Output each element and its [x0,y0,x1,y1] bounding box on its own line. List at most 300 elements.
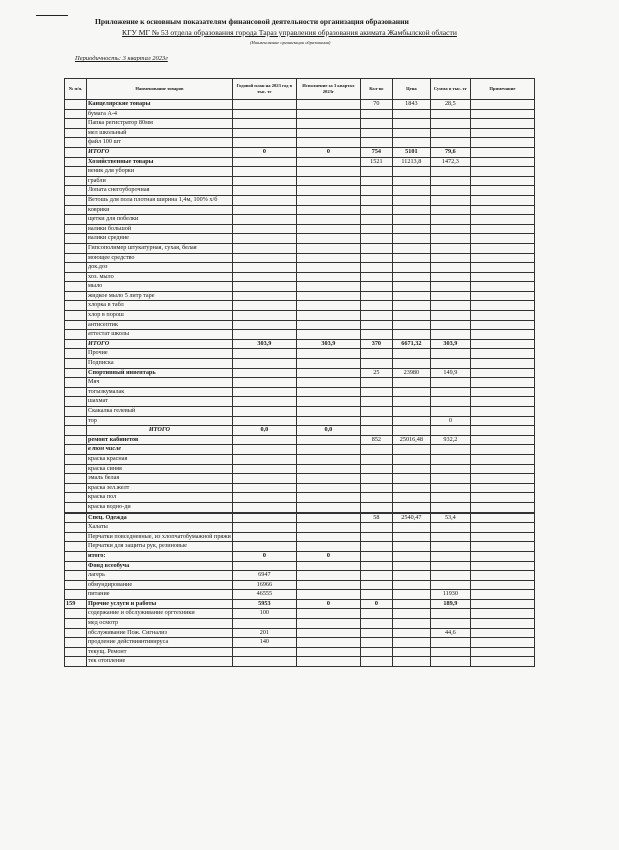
cell-price [392,551,430,561]
cell-price [392,320,430,330]
table-row [65,234,535,244]
cell-note [470,387,534,397]
cell-price [392,532,430,542]
cell-exec [296,435,360,445]
cell-price [392,167,430,177]
cell-sum [430,464,470,474]
cell-qty [360,657,392,667]
cell-exec [296,542,360,552]
cell-plan [232,195,296,205]
cell-note [470,224,534,234]
cell-name: Скакалка гелевый [87,407,233,417]
cell-note [470,397,534,407]
cell-num [65,657,87,667]
cell-note [470,253,534,263]
cell-exec [296,301,360,311]
cell-sum [430,195,470,205]
cell-exec [296,513,360,523]
cell-qty [360,628,392,638]
cell-plan: 100 [232,609,296,619]
cell-name: Лопата снегоуборочная [87,186,233,196]
cell-name: Прочие [87,349,233,359]
cell-name: антисептик [87,320,233,330]
cell-exec [296,330,360,340]
table-row [65,590,535,600]
cell-sum [430,445,470,455]
cell-price [392,657,430,667]
cell-exec [296,349,360,359]
cell-note [470,263,534,273]
cell-note [470,195,534,205]
cell-note [470,311,534,321]
cell-name: Фонд всеобуча [87,561,233,571]
cell-exec [296,619,360,629]
cell-exec [296,638,360,648]
cell-exec [296,253,360,263]
cell-price [392,599,430,609]
cell-exec [296,119,360,129]
cell-exec [296,311,360,321]
cell-qty [360,426,392,436]
cell-qty: 852 [360,435,392,445]
cell-plan: 201 [232,628,296,638]
cell-note [470,301,534,311]
cell-name: обмундирование [87,580,233,590]
cell-plan [232,330,296,340]
table-row [65,435,535,445]
cell-price [392,186,430,196]
cell-note [470,378,534,388]
cell-exec [296,320,360,330]
cell-plan [232,167,296,177]
cell-price [392,138,430,148]
cell-name: Гипсополимер штукатурная, сухая, белая [87,243,233,253]
cell-note [470,138,534,148]
cell-note [470,359,534,369]
cell-num [65,493,87,503]
cell-note [470,628,534,638]
cell-num [65,320,87,330]
cell-exec: 0,0 [296,426,360,436]
cell-exec [296,628,360,638]
document-title: Приложение к основным показателям финансовой деятельности организация образовании [95,17,409,26]
cell-exec [296,368,360,378]
cell-exec [296,561,360,571]
cell-qty: 754 [360,147,392,157]
cell-price [392,416,430,426]
cell-price: 1843 [392,100,430,110]
cell-exec [296,407,360,417]
cell-exec [296,109,360,119]
cell-name: краска синяя [87,464,233,474]
cell-exec [296,195,360,205]
cell-note [470,100,534,110]
cell-name: ИТОГО [87,426,233,436]
table-row [65,483,535,493]
cell-name: мед осмотр [87,619,233,629]
cell-name: аттестат школы [87,330,233,340]
table-row [65,513,535,523]
cell-num [65,368,87,378]
table-row [65,100,535,110]
cell-name: Халаты [87,523,233,533]
table-row [65,397,535,407]
cell-plan: 5953 [232,599,296,609]
cell-num [65,138,87,148]
cell-exec [296,657,360,667]
cell-sum [430,454,470,464]
cell-name: в том числе [87,445,233,455]
cell-plan [232,253,296,263]
cell-qty [360,186,392,196]
cell-qty [360,243,392,253]
cell-num [65,234,87,244]
cell-sum [430,349,470,359]
cell-plan [232,378,296,388]
cell-exec [296,397,360,407]
cell-note [470,657,534,667]
cell-sum [430,243,470,253]
cell-name: файл 100 шт [87,138,233,148]
cell-sum [430,532,470,542]
cell-price [392,253,430,263]
cell-sum [430,580,470,590]
cell-num [65,349,87,359]
table-row [65,186,535,196]
cell-num [65,397,87,407]
cell-qty [360,571,392,581]
cell-price: 6671,32 [392,339,430,349]
cell-exec [296,186,360,196]
cell-qty [360,619,392,629]
cell-note [470,590,534,600]
table-row [65,138,535,148]
cell-note [470,647,534,657]
organization-name: КГУ МГ № 53 отдела образования города Тараз управления образования акимата Жамбылской области [122,28,457,37]
cell-qty [360,291,392,301]
cell-num [65,215,87,225]
cell-plan [232,561,296,571]
cell-note [470,109,534,119]
cell-plan [232,619,296,629]
cell-sum [430,502,470,512]
cell-name: тек отопление [87,657,233,667]
cell-sum [430,215,470,225]
cell-qty: 70 [360,100,392,110]
cell-plan [232,647,296,657]
cell-note [470,186,534,196]
cell-sum [430,619,470,629]
cell-name: Прочие услуги и работы [87,599,233,609]
cell-price [392,387,430,397]
table-row [65,263,535,273]
cell-sum [430,330,470,340]
table-row [65,311,535,321]
cell-plan [232,502,296,512]
cell-price [392,272,430,282]
cell-name: тогызкумалак [87,387,233,397]
cell-price [392,176,430,186]
cell-num [65,483,87,493]
table-row [65,599,535,609]
cell-name: ремонт кабинетов [87,435,233,445]
cell-sum [430,272,470,282]
cell-sum [430,542,470,552]
cell-qty [360,407,392,417]
cell-plan [232,234,296,244]
cell-price: 25016,48 [392,435,430,445]
cell-note [470,464,534,474]
cell-num [65,426,87,436]
cell-plan [232,416,296,426]
col-header-name: Наименование товаров [87,79,233,100]
cell-price [392,195,430,205]
cell-sum: 44,6 [430,628,470,638]
cell-plan [232,359,296,369]
cell-plan [232,445,296,455]
cell-sum [430,387,470,397]
cell-name: содержание и обслуживание оргтехники [87,609,233,619]
cell-num [65,176,87,186]
cell-note [470,638,534,648]
cell-plan [232,157,296,167]
table-row [65,619,535,629]
cell-qty [360,580,392,590]
cell-num [65,167,87,177]
cell-qty [360,224,392,234]
cell-note [470,502,534,512]
cell-name: хоз. мыло [87,272,233,282]
cell-qty [360,551,392,561]
cell-name: Спец. Одежда [87,513,233,523]
cell-sum [430,320,470,330]
cell-qty: 370 [360,339,392,349]
table-row [65,291,535,301]
table-row [65,330,535,340]
cell-num [65,263,87,273]
cell-note [470,532,534,542]
cell-num [65,502,87,512]
col-header-sum: Сумма в тыс. тг [430,79,470,100]
cell-name: Перчатки для защиты рук, резиновые [87,542,233,552]
cell-sum [430,647,470,657]
cell-qty [360,590,392,600]
cell-exec [296,359,360,369]
cell-exec [296,291,360,301]
cell-sum: 149,9 [430,368,470,378]
cell-sum [430,493,470,503]
cell-num [65,387,87,397]
cell-note [470,243,534,253]
cell-price [392,523,430,533]
cell-sum [430,128,470,138]
cell-qty [360,205,392,215]
cell-name: итого: [87,551,233,561]
table-row [65,628,535,638]
cell-note [470,542,534,552]
cell-exec [296,580,360,590]
cell-num [65,561,87,571]
cell-name: текущ. Ремонт [87,647,233,657]
table-row [65,147,535,157]
cell-exec [296,387,360,397]
cell-sum: 53,4 [430,513,470,523]
cell-note [470,215,534,225]
cell-price [392,109,430,119]
cell-qty [360,378,392,388]
cell-exec [296,493,360,503]
cell-name: эмаль белая [87,474,233,484]
cell-num [65,454,87,464]
cell-num [65,224,87,234]
cell-sum: 28,5 [430,100,470,110]
cell-name: лагерь [87,571,233,581]
table-row [65,109,535,119]
scan-watermark [544,680,588,700]
cell-sum [430,311,470,321]
cell-price [392,205,430,215]
cell-plan [232,272,296,282]
cell-plan [232,291,296,301]
cell-qty: 1521 [360,157,392,167]
table-header-row [65,79,535,100]
cell-qty [360,561,392,571]
cell-name: хлорка в табл [87,301,233,311]
cell-num [65,186,87,196]
cell-name: Канцелярские товары [87,100,233,110]
cell-sum [430,397,470,407]
cell-exec [296,272,360,282]
cell-note [470,330,534,340]
cell-price [392,407,430,417]
cell-sum [430,657,470,667]
table-row [65,493,535,503]
table-row [65,215,535,225]
cell-exec [296,590,360,600]
table-row [65,609,535,619]
cell-num [65,100,87,110]
cell-price [392,128,430,138]
cell-name: жидкое мыло 5 литр таре [87,291,233,301]
cell-num [65,282,87,292]
cell-note [470,234,534,244]
table-row [65,571,535,581]
cell-name: краска пол [87,493,233,503]
cell-num [65,647,87,657]
cell-note [470,561,534,571]
table-row [65,272,535,282]
cell-exec [296,647,360,657]
cell-sum [430,291,470,301]
cell-qty [360,474,392,484]
cell-note [470,599,534,609]
cell-exec [296,157,360,167]
table-row [65,561,535,571]
cell-exec [296,464,360,474]
cell-note [470,368,534,378]
cell-qty [360,532,392,542]
table-body [65,100,535,667]
cell-qty [360,416,392,426]
cell-name: ИТОГО [87,147,233,157]
cell-name: мыло [87,282,233,292]
cell-sum [430,167,470,177]
cell-price [392,493,430,503]
cell-note [470,119,534,129]
cell-plan [232,474,296,484]
cell-qty [360,301,392,311]
cell-qty [360,638,392,648]
cell-sum [430,378,470,388]
table-row [65,454,535,464]
cell-exec: 0 [296,147,360,157]
cell-exec: 303,9 [296,339,360,349]
cell-exec [296,167,360,177]
cell-exec [296,523,360,533]
cell-price [392,397,430,407]
cell-price [392,580,430,590]
cell-exec [296,532,360,542]
cell-price [392,571,430,581]
cell-sum [430,474,470,484]
table-row [65,205,535,215]
cell-price [392,542,430,552]
cell-price [392,464,430,474]
cell-sum [430,407,470,417]
cell-num [65,291,87,301]
cell-plan [232,138,296,148]
cell-name: питание [87,590,233,600]
cell-plan: 46555 [232,590,296,600]
cell-sum [430,282,470,292]
cell-name: грабли [87,176,233,186]
cell-num [65,445,87,455]
table-row [65,167,535,177]
cell-plan [232,513,296,523]
cell-name: краска красная [87,454,233,464]
cell-num [65,619,87,629]
table-row [65,657,535,667]
cell-price [392,359,430,369]
cell-plan [232,483,296,493]
cell-name: обслуживание Пож. Сигнализ [87,628,233,638]
cell-plan [232,311,296,321]
table-row [65,224,535,234]
cell-note [470,128,534,138]
cell-num [65,311,87,321]
cell-num [65,378,87,388]
cell-name: Мяч [87,378,233,388]
cell-price [392,628,430,638]
cell-price [392,502,430,512]
goods-table [64,78,535,667]
cell-num [65,195,87,205]
cell-sum [430,186,470,196]
cell-name: тор [87,416,233,426]
cell-name: моющее средство [87,253,233,263]
cell-price [392,330,430,340]
cell-num [65,330,87,340]
cell-note [470,291,534,301]
cell-price [392,483,430,493]
cell-note [470,282,534,292]
table-row [65,339,535,349]
cell-exec [296,215,360,225]
cell-sum [430,561,470,571]
organization-caption: (Наименование организации образования) [250,40,331,45]
cell-num [65,513,87,523]
cell-name: хлор в порош [87,311,233,321]
